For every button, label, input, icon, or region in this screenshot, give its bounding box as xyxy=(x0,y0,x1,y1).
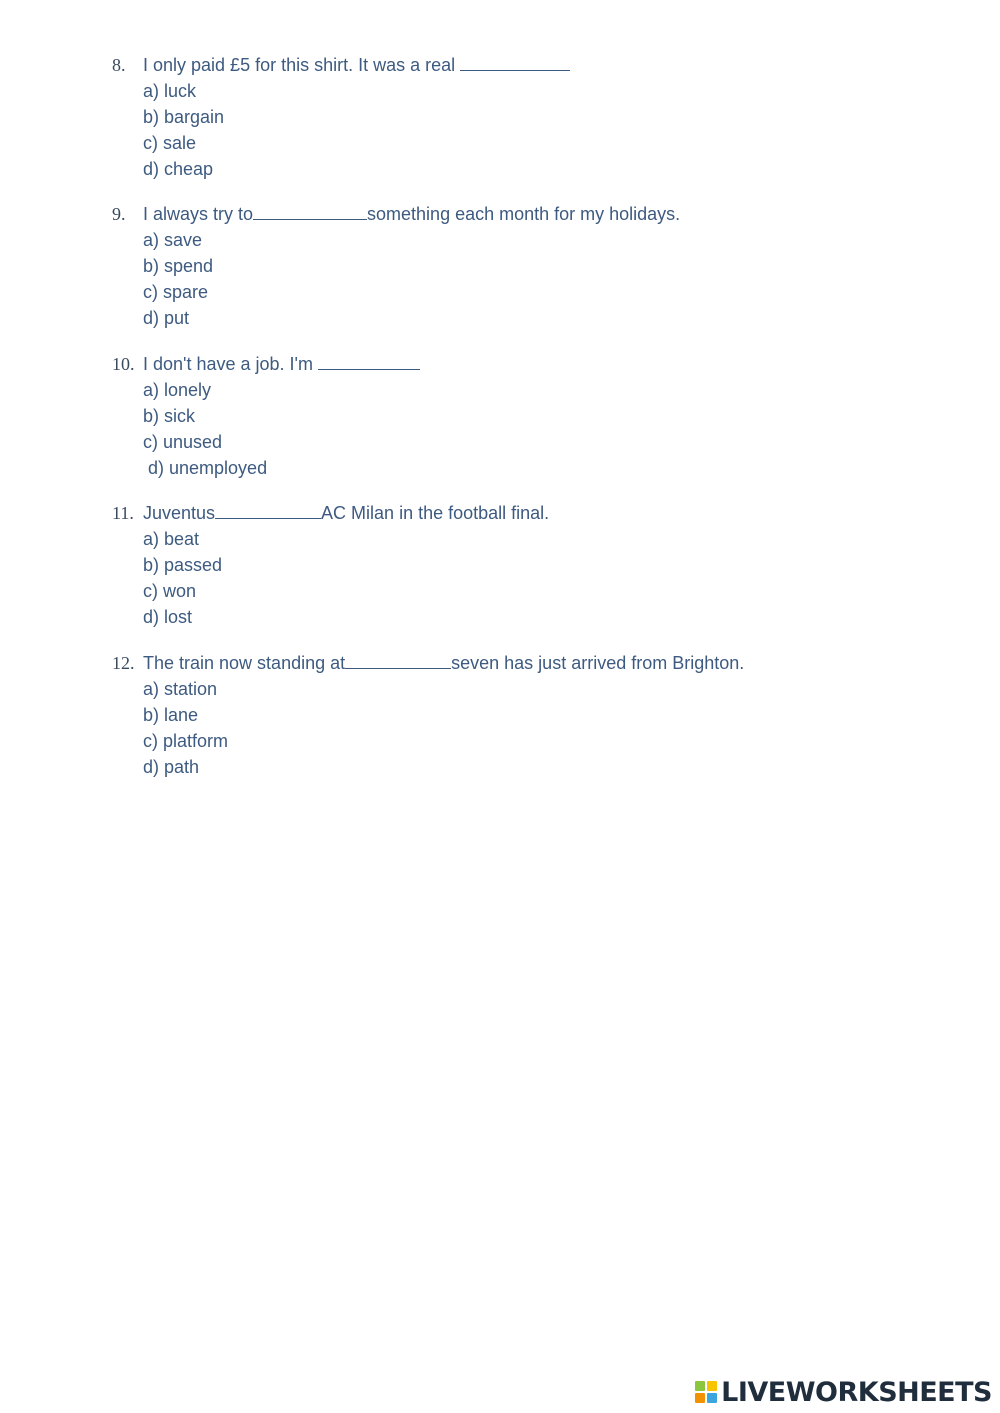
option-b[interactable]: b) passed xyxy=(143,555,223,575)
question-number: 8. xyxy=(112,55,126,75)
question-11 xyxy=(112,500,912,630)
question-stem xyxy=(112,500,912,526)
logo-text: LIVEWORKSHEETS xyxy=(721,1376,992,1408)
option-c[interactable]: c) won xyxy=(143,581,197,601)
option-c[interactable]: c) spare xyxy=(143,282,209,302)
question-number: 9. xyxy=(112,204,126,224)
option-d[interactable]: d) lost xyxy=(143,607,193,627)
answer-blank[interactable] xyxy=(345,654,451,669)
question-text-before: I only paid £5 for this shirt. It was a real xyxy=(143,55,461,75)
logo-tile-yellow xyxy=(707,1381,717,1391)
option-b[interactable]: b) spend xyxy=(143,256,214,276)
answer-blank[interactable] xyxy=(253,205,367,220)
option-a[interactable]: a) save xyxy=(143,230,203,250)
question-text-after: AC Milan in the football final. xyxy=(321,503,550,523)
question-12 xyxy=(112,650,912,780)
option-d[interactable]: d) unemployed xyxy=(148,458,268,478)
question-number: 10. xyxy=(112,354,135,374)
answer-blank[interactable] xyxy=(318,355,420,370)
liveworksheets-logo[interactable] xyxy=(695,1377,992,1407)
question-number: 12. xyxy=(112,653,135,673)
logo-mark-icon xyxy=(695,1381,717,1403)
answer-blank[interactable] xyxy=(215,504,321,519)
option-a[interactable]: a) luck xyxy=(143,81,197,101)
logo-tile-blue xyxy=(707,1393,717,1403)
option-c[interactable]: c) platform xyxy=(143,731,229,751)
option-d[interactable]: d) path xyxy=(143,757,200,777)
option-d[interactable]: d) put xyxy=(143,308,190,328)
question-8 xyxy=(112,52,912,182)
question-stem xyxy=(112,201,912,227)
option-a[interactable]: a) lonely xyxy=(143,380,212,400)
options-list xyxy=(112,377,912,481)
option-c[interactable]: c) sale xyxy=(143,133,197,153)
option-b[interactable]: b) bargain xyxy=(143,107,225,127)
question-text-after: seven has just arrived from Brighton. xyxy=(451,653,745,673)
option-b[interactable]: b) sick xyxy=(143,406,196,426)
question-stem xyxy=(112,351,912,377)
options-list xyxy=(112,526,912,630)
question-10 xyxy=(112,351,912,481)
option-b[interactable]: b) lane xyxy=(143,705,199,725)
logo-tile-green xyxy=(695,1381,705,1391)
question-text-before: I don't have a job. I'm xyxy=(143,354,318,374)
question-number: 11. xyxy=(112,503,134,523)
options-list xyxy=(112,227,912,331)
option-a[interactable]: a) beat xyxy=(143,529,200,549)
question-text-before: Juventus xyxy=(143,503,216,523)
options-list xyxy=(112,78,912,182)
answer-blank[interactable] xyxy=(460,56,570,71)
option-a[interactable]: a) station xyxy=(143,679,218,699)
options-list xyxy=(112,676,912,780)
question-9 xyxy=(112,201,912,331)
question-stem xyxy=(112,650,912,676)
question-text-before: The train now standing at xyxy=(143,653,346,673)
question-text-before: I always try to xyxy=(143,204,254,224)
option-c[interactable]: c) unused xyxy=(143,432,223,452)
logo-tile-orange xyxy=(695,1393,705,1403)
question-stem xyxy=(112,52,912,78)
question-text-after: something each month for my holidays. xyxy=(367,204,681,224)
option-d[interactable]: d) cheap xyxy=(143,159,214,179)
